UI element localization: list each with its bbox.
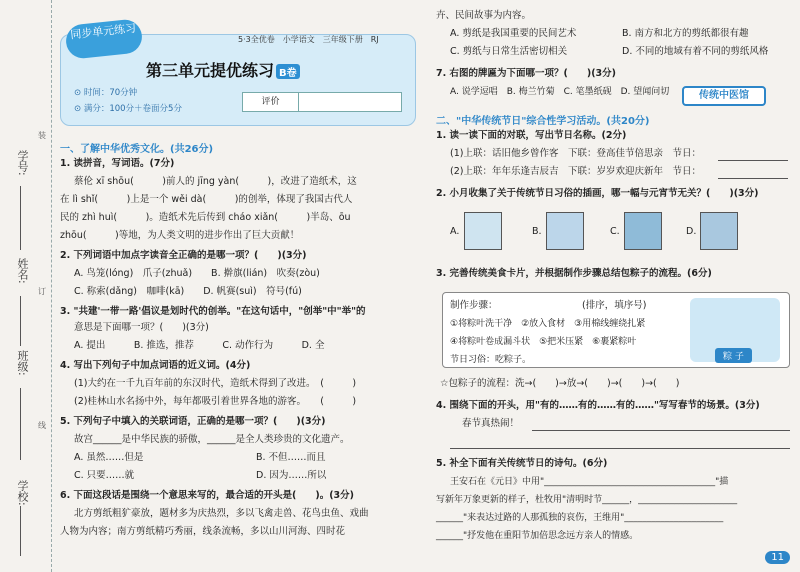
r2-option-a-label: A. <box>450 226 460 237</box>
q6-option-c: C. 剪纸与日常生活密切相关 <box>450 46 568 57</box>
q3-options: A. 提出 B. 推选，推荐 C. 动作行为 D. 全 <box>74 340 325 351</box>
section-1-heading: 一、了解中华优秀文化。(共26分) <box>60 144 214 155</box>
class-line <box>20 388 21 460</box>
r4-start: 春节真热闹！ <box>462 418 520 429</box>
r2-option-d-label: D. <box>686 226 697 237</box>
version-tag: B卷 <box>276 64 300 79</box>
r5-line-2[interactable]: 写新年万象更新的样子，杜牧用"清明时节______，______________________ <box>436 495 738 505</box>
binding-margin <box>0 0 52 572</box>
title-text: 第三单元提优练习 <box>146 61 275 80</box>
r5-line-4[interactable]: ______"抒发他在重阳节加倍思念远方亲人的情感。 <box>436 531 639 541</box>
class-label: 班级: <box>16 350 29 376</box>
q5-sentence: 故宫______是中华民族的骄傲，______是全人类珍贵的文化遗产。 <box>74 434 350 445</box>
binding-mark-2: 订 <box>38 287 46 296</box>
q2-options-cd: C. 称索(dǎng) 咖啡(kā) D. 帆赛(suì) 符号(fú) <box>74 286 302 297</box>
question-4: 4. 写出下列句子中加点词语的近义词。(4分) <box>60 360 251 371</box>
r4-answer-line-1[interactable] <box>532 430 790 431</box>
recipe-sort-hint[interactable]: (排序，填序号) <box>582 300 647 311</box>
q4-item-2[interactable]: (2)桂林山水名扬中外，每年都吸引着世界各地的游客。 ( ) <box>74 396 357 407</box>
q5-option-a: A. 虽然……但是 <box>74 452 144 463</box>
r2-option-c-label: C. <box>610 226 620 237</box>
q6-passage-1: 北方剪纸粗犷豪放，题材多为庆热烈，多以飞禽走兽、花鸟虫鱼、戏曲 <box>74 508 369 519</box>
series-label: 5·3全优卷 小学语文 三年级下册 RJ <box>238 35 379 44</box>
student-id-line <box>20 186 21 250</box>
right-page <box>432 0 800 572</box>
q6-option-b: B. 南方和北方的剪纸都很有趣 <box>622 28 749 39</box>
r1-answer-2[interactable] <box>718 178 788 179</box>
name-label: 姓名: <box>16 258 29 284</box>
q6-passage-2: 人物为内容；南方剪纸精巧秀丽，线条流畅，多以山川河海、四时花 <box>60 526 346 537</box>
binding-mark-1: 装 <box>38 131 46 140</box>
section-2-heading: 二、"中华传统节日"综合性学习活动。(共20分) <box>436 116 650 127</box>
festival-image-c[interactable] <box>624 212 662 250</box>
r1-couplet-1: (1)上联：话旧他乡曾作客 下联：登高佳节倍思亲 节日： <box>450 148 701 159</box>
recipe-flow[interactable]: ☆包粽子的流程：洗→( )→放→( )→( )→( ) <box>440 378 680 389</box>
question-r5: 5. 补全下面有关传统节日的诗句。(6分) <box>436 458 608 469</box>
student-id-label: 学号: <box>16 150 29 176</box>
time-info: ⊙ 时间：70分钟 <box>74 88 138 98</box>
name-line <box>20 296 21 346</box>
festival-image-b[interactable] <box>546 212 584 250</box>
q1-line-1[interactable]: 蔡伦 xī shōu( )前人的 jīng yàn( )，改进了造纸术，这 <box>74 176 357 187</box>
question-3-cont[interactable]: 意思是下面哪一项？( )(3分) <box>74 322 209 333</box>
question-7[interactable]: 7. 右图的牌匾为下面哪一项？( )(3分) <box>436 68 617 79</box>
recipe-steps-2: ④将粽叶卷成漏斗状 ⑤把米压紧 ⑥裹紧粽叶 <box>450 337 637 347</box>
r5-line-3[interactable]: ______"来表达过路的人那孤独的哀伤，王维用"______________________ <box>436 513 724 523</box>
school-line <box>20 506 21 556</box>
evaluation-label: 评价 <box>243 93 299 111</box>
evaluation-box[interactable] <box>242 92 402 112</box>
question-6[interactable]: 6. 下面这段话是围绕一个意思来写的，最合适的开头是( )。(3分) <box>60 490 355 501</box>
recipe-custom: 节日习俗：吃粽子。 <box>450 355 532 365</box>
r2-option-b-label: B. <box>532 226 542 237</box>
question-3: 3. "共建'一带一路'倡议是划时代的创举。"在这句话中，"创举"中"举"的 <box>60 306 366 317</box>
question-2[interactable]: 2. 下列词语中加点字读音全正确的是哪一项？( )(3分) <box>60 250 307 261</box>
recipe-steps-1: ①将粽叶洗干净 ②放入食材 ③用棉线缠绕扎紧 <box>450 319 646 329</box>
festival-image-d[interactable] <box>700 212 738 250</box>
r5-line-1[interactable]: 王安石在《元日》中用"______________________________________"描 <box>450 477 729 487</box>
q2-options-ab: A. 鸟笼(lóng) 爪子(zhuǎ) B. 擀旗(lián) 吹奏(zòu) <box>74 268 320 279</box>
page-number: 11 <box>765 551 790 564</box>
r4-answer-line-2[interactable] <box>450 448 790 449</box>
q6-option-a: A. 剪纸是我国重要的民间艺术 <box>450 28 577 39</box>
left-page <box>56 0 426 572</box>
question-5[interactable]: 5. 下列句子中填入的关联词语，正确的是哪一项？( )(3分) <box>60 416 326 427</box>
q6-option-d: D. 不同的地域有着不同的剪纸风格 <box>622 46 769 57</box>
school-label: 学校: <box>16 480 29 506</box>
unit-badge: 同步单元练习 <box>64 18 143 60</box>
q5-option-b: B. 不但……而且 <box>256 452 326 463</box>
q1-line-2[interactable]: 在 lì shǐ( )上是一个 wěi dà( )的创举，体现了我国古代人 <box>60 194 353 205</box>
plaque-image: 传统中医馆 <box>682 86 766 106</box>
q5-option-c: C. 只要……就 <box>74 470 135 481</box>
q7-options: A. 说学逗唱 B. 梅兰竹菊 C. 笔墨纸砚 D. 望闻问切 <box>450 87 670 97</box>
r1-answer-1[interactable] <box>718 160 788 161</box>
r1-couplet-2: (2)上联：年年乐逢吉辰吉 下联：岁岁欢迎庆新年 节日： <box>450 166 701 177</box>
q1-line-4[interactable]: zhōu( )等地，为人类文明的进步作出了巨大贡献！ <box>60 230 300 241</box>
festival-image-a[interactable] <box>464 212 502 250</box>
question-r2[interactable]: 2. 小月收集了关于传统节日习俗的插画，哪一幅与元宵节无关？( )(3分) <box>436 188 759 199</box>
page-title <box>146 58 300 81</box>
question-r4: 4. 围绕下面的开头，用"有的……有的……有的……"写写春节的场景。(3分) <box>436 400 760 411</box>
q1-line-3[interactable]: 民的 zhì huì( )。造纸术先后传到 cháo xiǎn( )半岛、ōu <box>60 212 351 223</box>
recipe-steps-title: 制作步骤： <box>450 300 498 311</box>
q5-option-d: D. 因为……所以 <box>256 470 327 481</box>
q6-passage-3: 卉、民间故事为内容。 <box>436 10 532 21</box>
binding-mark-3: 线 <box>38 421 46 430</box>
question-r1: 1. 读一读下面的对联，写出节日名称。(2分) <box>436 130 627 141</box>
zongzi-label: 粽 子 <box>715 348 752 363</box>
score-info: ⊙ 满分：100分＋卷面分5分 <box>74 104 182 114</box>
q4-item-1[interactable]: (1)大约在一千九百年前的东汉时代，造纸术得到了改进。 ( ) <box>74 378 357 389</box>
question-r3: 3. 完善传统美食卡片，并根据制作步骤总结包粽子的流程。(6分) <box>436 268 712 279</box>
question-1: 1. 读拼音，写词语。(7分) <box>60 158 175 169</box>
